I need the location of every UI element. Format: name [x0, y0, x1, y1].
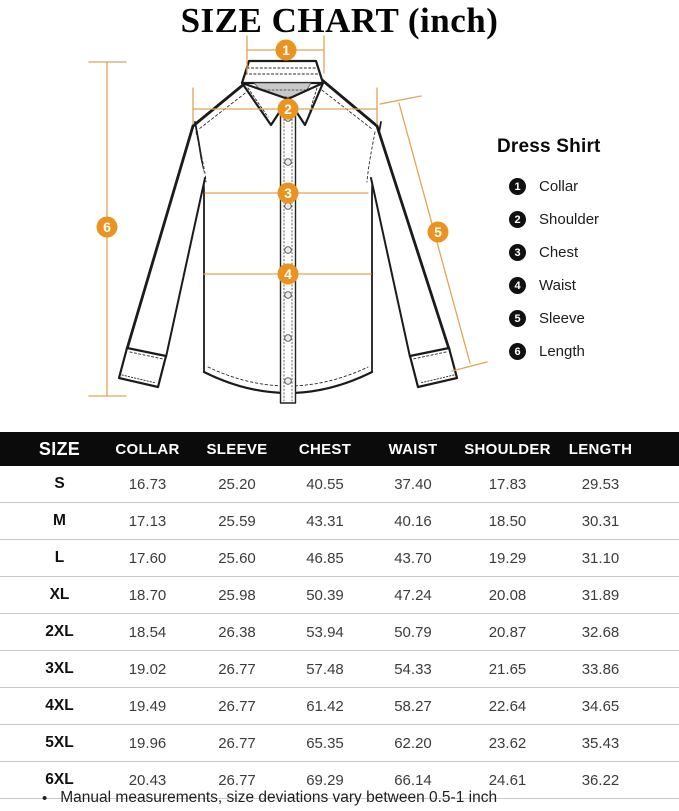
measurement-cell: 19.29 [458, 540, 557, 577]
legend-item [509, 244, 672, 261]
size-label-cell: XL [0, 577, 103, 614]
page-title: SIZE CHART (inch) [180, 1, 499, 40]
legend-number-badge: 2 [509, 211, 526, 228]
measurement-cell: 19.02 [103, 651, 192, 688]
measurement-cell: 35.43 [557, 725, 679, 762]
svg-text:1: 1 [282, 42, 290, 58]
measurement-cell: 46.85 [282, 540, 368, 577]
measurement-cell: 61.42 [282, 688, 368, 725]
table-row [0, 725, 679, 762]
callout-5 [428, 222, 449, 243]
header-size: SIZE [0, 432, 103, 466]
legend-number-badge: 6 [509, 343, 526, 360]
legend-item [509, 211, 672, 228]
measurement-cell: 34.65 [557, 688, 679, 725]
size-label-cell: M [0, 503, 103, 540]
measurement-cell: 54.33 [368, 651, 458, 688]
size-label-cell: L [0, 540, 103, 577]
measurement-cell: 57.48 [282, 651, 368, 688]
measurement-cell: 65.35 [282, 725, 368, 762]
svg-text:6: 6 [103, 219, 111, 235]
svg-text:5: 5 [434, 224, 442, 240]
measurement-cell: 18.70 [103, 577, 192, 614]
footnote [0, 785, 679, 811]
measurement-cell: 31.10 [557, 540, 679, 577]
table-row [0, 466, 679, 503]
measurement-cell: 43.31 [282, 503, 368, 540]
header-collar: COLLAR [103, 432, 192, 466]
callout-2 [278, 99, 299, 120]
measurement-cell: 50.79 [368, 614, 458, 651]
size-label-cell: S [0, 466, 103, 503]
size-label-cell: 3XL [0, 651, 103, 688]
size-table-header [0, 432, 679, 466]
callout-1 [276, 40, 297, 61]
measurement-cell: 17.13 [103, 503, 192, 540]
table-row [0, 540, 679, 577]
legend-number-badge: 4 [509, 277, 526, 294]
measurement-cell: 66.14 [368, 762, 458, 799]
size-label-cell: 4XL [0, 688, 103, 725]
measurement-cell: 26.77 [192, 688, 282, 725]
legend-item-label: Chest [539, 244, 579, 261]
measurement-cell: 31.89 [557, 577, 679, 614]
table-row [0, 614, 679, 651]
legend-list [497, 178, 672, 360]
measurement-cell: 25.59 [192, 503, 282, 540]
measurement-cell: 30.31 [557, 503, 679, 540]
svg-text:3: 3 [284, 185, 292, 201]
measurement-cell: 58.27 [368, 688, 458, 725]
size-label-cell: 6XL [0, 762, 103, 799]
measurement-cell: 26.77 [192, 725, 282, 762]
measurement-cell: 69.29 [282, 762, 368, 799]
measurement-cell: 47.24 [368, 577, 458, 614]
table-row [0, 651, 679, 688]
legend-item [509, 178, 672, 195]
legend-number-badge: 3 [509, 244, 526, 261]
callout-6 [97, 217, 118, 238]
table-row [0, 688, 679, 725]
measurement-cell: 20.08 [458, 577, 557, 614]
measurement-cell: 23.62 [458, 725, 557, 762]
size-table-body [0, 466, 679, 799]
header-shoulder: SHOULDER [458, 432, 557, 466]
measurement-cell: 19.96 [103, 725, 192, 762]
measurement-cell: 50.39 [282, 577, 368, 614]
legend-item [509, 310, 672, 327]
legend-item [509, 277, 672, 294]
measurement-cell: 25.98 [192, 577, 282, 614]
measurement-cell: 16.73 [103, 466, 192, 503]
measurement-cell: 36.22 [557, 762, 679, 799]
size-label-cell: 2XL [0, 614, 103, 651]
legend-item-label: Shoulder [539, 211, 600, 228]
measurement-cell: 20.87 [458, 614, 557, 651]
header-sleeve: SLEEVE [192, 432, 282, 466]
measurement-cell: 22.64 [458, 688, 557, 725]
measurement-cell: 18.54 [103, 614, 192, 651]
legend-number-badge: 5 [509, 310, 526, 327]
measurement-cell: 20.43 [103, 762, 192, 799]
legend [497, 136, 672, 376]
size-table [0, 432, 679, 799]
measurement-cell: 62.20 [368, 725, 458, 762]
legend-number-badge: 1 [509, 178, 526, 195]
legend-item-label: Collar [539, 178, 579, 195]
measurement-cell: 25.60 [192, 540, 282, 577]
legend-item-label: Waist [539, 277, 576, 294]
measurement-cell: 40.16 [368, 503, 458, 540]
measurement-cell: 26.38 [192, 614, 282, 651]
measurement-cell: 43.70 [368, 540, 458, 577]
measurement-cell: 17.60 [103, 540, 192, 577]
measurement-cell: 19.49 [103, 688, 192, 725]
measurement-cell: 53.94 [282, 614, 368, 651]
measurement-cell: 40.55 [282, 466, 368, 503]
measurement-cell: 37.40 [368, 466, 458, 503]
legend-item [509, 343, 672, 360]
header-length: LENGTH [557, 432, 679, 466]
legend-item-label: Sleeve [539, 310, 585, 327]
measurement-cell: 26.77 [192, 651, 282, 688]
legend-title: Dress Shirt [497, 136, 601, 157]
table-row [0, 503, 679, 540]
measurement-cell: 26.77 [192, 762, 282, 799]
size-label-cell: 5XL [0, 725, 103, 762]
measurement-cell: 24.61 [458, 762, 557, 799]
callout-4 [278, 264, 299, 285]
measurement-cell: 17.83 [458, 466, 557, 503]
legend-item-label: Length [539, 343, 585, 360]
measurement-cell: 29.53 [557, 466, 679, 503]
header-chest: CHEST [282, 432, 368, 466]
measurement-cell: 21.65 [458, 651, 557, 688]
callout-3 [278, 183, 299, 204]
measurement-cell: 32.68 [557, 614, 679, 651]
bullet-icon: • [42, 789, 48, 807]
table-row [0, 577, 679, 614]
measurement-cell: 33.86 [557, 651, 679, 688]
footnote-text: Manual measurements, size deviations vary between 0.5-1 inch [60, 789, 498, 806]
svg-text:4: 4 [284, 266, 292, 282]
svg-text:2: 2 [284, 101, 292, 117]
header-waist: WAIST [368, 432, 458, 466]
measurement-cell: 18.50 [458, 503, 557, 540]
measurement-cell: 25.20 [192, 466, 282, 503]
